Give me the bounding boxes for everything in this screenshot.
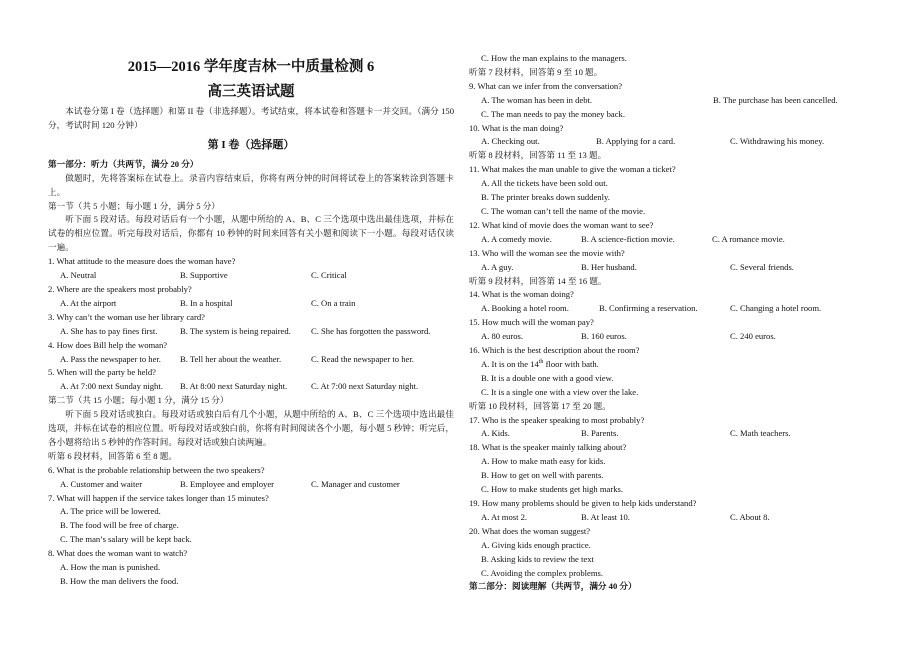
exam-title: 2015—2016 学年度吉林一中质量检测 6 — [127, 59, 375, 75]
option-b: B. Parents. — [581, 428, 619, 439]
question-6-options — [48, 478, 454, 492]
option-b: B. The printer breaks down suddenly. — [481, 192, 610, 203]
option-b: B. The system is being repaired. — [180, 325, 291, 336]
option-c: C. It is a single one with a view over the lake. — [481, 386, 639, 397]
option-a: A. Checking out. — [481, 136, 540, 147]
question-8: 8. What does the woman want to watch? — [48, 548, 188, 559]
material-9-note: 听第 9 段材料，回答第 14 至 16 题。 — [469, 275, 607, 286]
question-10-options — [469, 135, 879, 149]
part1-heading: 第一部分：听力（共两节，满分 20 分） — [48, 158, 199, 169]
option-a: A. 80 euros. — [481, 331, 524, 342]
exam-intro: 本试卷分第 I 卷（选择题）和第 II 卷（非选择题）。考试结束，将本试卷和答题卡一并交回。（满分 150 分，考试时间 120 分钟） — [48, 106, 454, 130]
option-b: B. In a hospital — [180, 297, 233, 308]
material-6-note: 听第 6 段材料，回答第 6 至 8 题。 — [48, 450, 177, 461]
question-20: 20. What does the woman suggest? — [469, 525, 591, 536]
question-15-options — [469, 330, 879, 344]
option-a: A. A comedy movie. — [481, 233, 552, 244]
option-a: A. The price will be lowered. — [60, 506, 161, 517]
option-a: A. The woman has been in debt. — [481, 94, 593, 105]
question-8-option-c: C. How the man explains to the managers. — [481, 53, 627, 63]
right-column — [469, 0, 879, 594]
question-9: 9. What can we infer from the conversation? — [469, 80, 623, 91]
option-a: A. At most 2. — [481, 511, 528, 522]
part2-heading: 第二部分：阅读理解（共两节，满分 40 分） — [469, 581, 637, 592]
option-b: B. Applying for a card. — [596, 136, 676, 147]
section1-heading: 第一节（共 5 小题；每小题 1 分，满分 5 分） — [48, 200, 220, 211]
question-4: 4. How does Bill help the woman? — [48, 339, 168, 350]
option-a: A. Kids. — [481, 428, 510, 439]
option-a: A. Customer and waiter — [60, 478, 143, 489]
option-b: B. Asking kids to review the text — [481, 553, 594, 564]
option-b: B. Supportive — [180, 270, 228, 281]
question-17: 17. Who is the speaker speaking to most probably? — [469, 414, 645, 425]
question-3: 3. Why can’t the woman use her library card? — [48, 311, 205, 322]
question-13: 13. Who will the woman see the movie with? — [469, 247, 625, 258]
option-c: C. About 8. — [730, 511, 770, 522]
option-b: B. At least 10. — [581, 511, 630, 522]
question-9-options — [469, 94, 879, 108]
option-a: A. All the tickets have been sold out. — [481, 178, 608, 189]
option-a: A. Booking a hotel room. — [481, 303, 569, 314]
option-c: C. The man’s salary will be kept back. — [60, 534, 192, 545]
exam-subtitle: 高三英语试题 — [207, 84, 295, 100]
section2-heading: 第二节（共 15 小题；每小题 1 分，满分 15 分） — [48, 395, 229, 406]
option-b: B. How to get on well with parents. — [481, 470, 604, 481]
option-b: B. Tell her about the weather. — [180, 353, 282, 364]
option-c: C. The man needs to pay the money back. — [481, 108, 625, 119]
option-c: C. How to make students get high marks. — [481, 484, 624, 495]
option-b: B. How the man delivers the food. — [60, 576, 179, 586]
question-2: 2. Where are the speakers most probably? — [48, 283, 192, 294]
question-5: 5. When will the party be held? — [48, 367, 156, 378]
section2-instructions: 听下面 5 段对话或独白。每段对话或独白后有几个小题，从题中所给的 A、B、C 三个选项中选出最佳选项，并标在试卷的相应位置。听每段对话或独白前，你将有时间阅读各个小题，每小题 5 秒钟；听完后，各小题将给出 5 秒钟的作答时间。每段对话或独白读两遍。 — [48, 409, 454, 447]
option-b: B. The purchase has been cancelled. — [713, 94, 838, 105]
material-7-note: 听第 7 段材料，回答第 9 至 10 题。 — [469, 66, 603, 77]
material-8-note: 听第 8 段材料，回答第 11 至 13 题。 — [469, 150, 607, 161]
option-a: A. A guy. — [481, 261, 514, 272]
option-b: B. Her husband. — [581, 261, 637, 272]
question-15: 15. How much will the woman pay? — [469, 317, 594, 328]
option-a-text: A. It is on the 14 — [481, 358, 539, 369]
option-a: A. Neutral — [60, 270, 97, 281]
option-a-superscript: th — [538, 359, 544, 366]
option-a-text-end: floor with bath. — [543, 358, 599, 369]
question-19: 19. How many problems should be given to help kids understand? — [469, 498, 697, 508]
question-4-options — [48, 353, 454, 367]
question-1-options — [48, 269, 454, 283]
question-11: 11. What makes the man unable to give the woman a ticket? — [469, 164, 676, 175]
option-c: C. Read the newspaper to her. — [311, 353, 414, 364]
option-c: C. Math teachers. — [730, 428, 791, 439]
question-13-options — [469, 261, 879, 275]
option-c: C. Critical — [311, 270, 347, 281]
option-b: B. Employee and employer — [180, 478, 275, 489]
option-b: B. At 8:00 next Saturday night. — [180, 381, 288, 392]
question-7: 7. What will happen if the service takes longer than 15 minutes? — [48, 492, 269, 503]
part1-instructions: 做题时，先将答案标在试卷上。录音内容结束后，你将有两分钟的时间将试卷上的答案转涂到答题卡上。 — [48, 172, 454, 197]
section1-instructions: 听下面 5 段对话。每段对话后有一个小题，从题中所给的 A、B、C 三个选项中选出最佳选项，并标在试卷的相应位置。听完每段对话后，你都有 10 秒钟的时间来回答有关小题和阅读下一小题。每段对话仅读一遍。 — [48, 214, 454, 253]
question-12: 12. What kind of movie does the woman want to see? — [469, 219, 654, 230]
option-b: B. It is a double one with a good view. — [481, 372, 614, 383]
material-10-note: 听第 10 段材料，回答第 17 至 20 题。 — [469, 400, 611, 411]
option-b: B. Confirming a reservation. — [599, 303, 698, 314]
option-c: C. The woman can’t tell the name of the movie. — [481, 205, 646, 216]
option-a: A. At the airport — [60, 297, 117, 308]
question-14-options — [469, 302, 879, 316]
volume-title: 第 I 卷（选择题） — [207, 138, 295, 151]
question-12-options — [469, 233, 879, 247]
question-19-options — [469, 511, 879, 525]
question-16: 16. Which is the best description about the room? — [469, 345, 640, 356]
option-c: C. Manager and customer — [311, 478, 400, 489]
option-a: A. Pass the newspaper to her. — [60, 353, 161, 364]
option-c: C. Withdrawing his money. — [730, 136, 825, 147]
question-6: 6. What is the probable relationship between the two speakers? — [48, 464, 265, 475]
option-c: C. Avoiding the complex problems. — [481, 567, 604, 578]
option-a: A. Giving kids enough practice. — [481, 539, 591, 550]
option-b: B. A science-fiction movie. — [581, 233, 675, 244]
question-1: 1. What attitude to the measure does the woman have? — [48, 256, 236, 267]
question-2-options — [48, 297, 454, 311]
option-c: C. A romance movie. — [712, 233, 785, 244]
option-c: C. 240 euros. — [730, 331, 776, 342]
option-c: C. She has forgotten the password. — [311, 325, 431, 336]
question-3-options — [48, 325, 454, 339]
left-column — [48, 0, 454, 589]
question-5-options — [48, 380, 454, 394]
question-18: 18. What is the speaker mainly talking about? — [469, 442, 627, 453]
option-a: A. How to make math easy for kids. — [481, 456, 606, 467]
question-14: 14. What is the woman doing? — [469, 289, 574, 300]
option-a: A. She has to pay fines first. — [60, 325, 158, 336]
option-c: C. On a train — [311, 297, 356, 308]
question-10: 10. What is the man doing? — [469, 122, 564, 133]
option-a: A. How the man is punished. — [60, 562, 161, 573]
option-b: B. The food will be free of charge. — [60, 520, 179, 531]
option-c: C. Changing a hotel room. — [730, 303, 822, 314]
option-b: B. 160 euros. — [581, 331, 627, 342]
option-c: C. At 7:00 next Saturday night. — [311, 381, 419, 392]
option-c: C. Several friends. — [730, 261, 794, 272]
question-17-options — [469, 427, 879, 441]
option-a: A. At 7:00 next Sunday night. — [60, 381, 163, 392]
option-a — [469, 358, 879, 372]
